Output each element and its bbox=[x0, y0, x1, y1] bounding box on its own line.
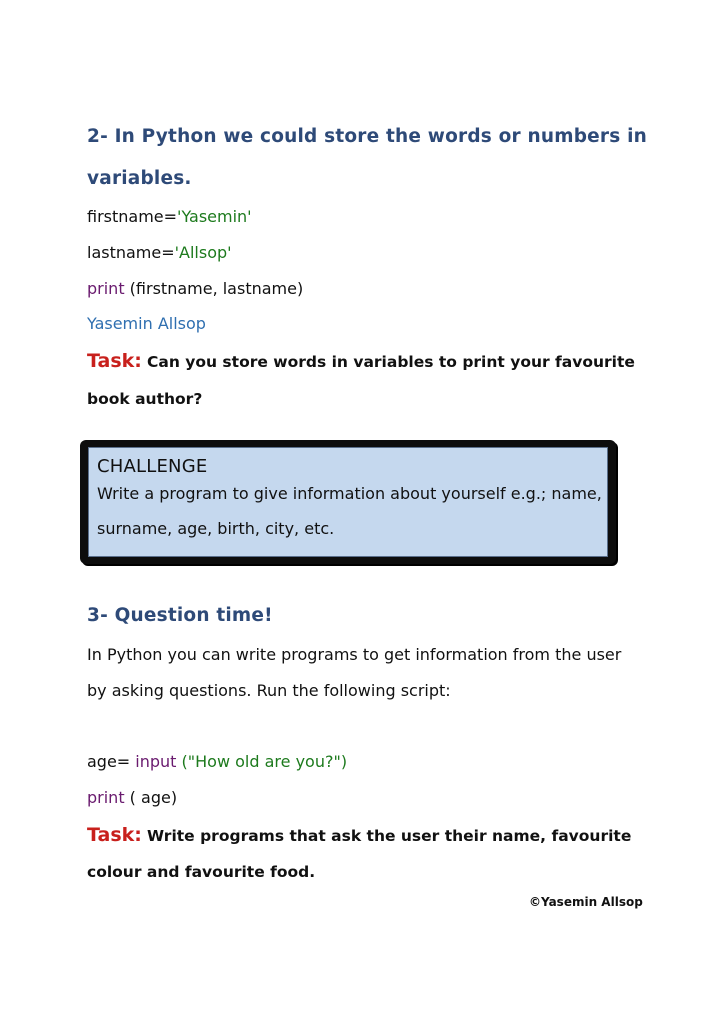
challenge-panel bbox=[88, 447, 608, 557]
code-string: ("How old are you?") bbox=[176, 752, 348, 771]
code-string: 'Yasemin' bbox=[177, 207, 252, 226]
code-line-input bbox=[87, 752, 347, 771]
task-line2: colour and favourite food. bbox=[87, 863, 316, 881]
code-keyword: print bbox=[87, 788, 125, 807]
code-arguments: (firstname, lastname) bbox=[124, 279, 304, 298]
task-text: Write programs that ask the user their name, favourite bbox=[146, 827, 632, 845]
challenge-line2: surname, age, birth, city, etc. bbox=[97, 519, 335, 538]
section2-heading-line2: variables. bbox=[87, 168, 192, 189]
task-label: Task: bbox=[87, 350, 142, 372]
task-line1 bbox=[87, 350, 635, 372]
copyright-notice: ©Yasemin Allsop bbox=[529, 895, 643, 909]
code-variable: lastname= bbox=[87, 243, 175, 262]
task-label: Task: bbox=[87, 824, 142, 846]
task-line1 bbox=[87, 824, 631, 846]
code-line-lastname bbox=[87, 243, 232, 262]
task-line2: book author? bbox=[87, 390, 203, 408]
code-line-print-age bbox=[87, 788, 177, 807]
code-arguments: ( age) bbox=[124, 788, 178, 807]
task-text: Can you store words in variables to print your favourite bbox=[146, 353, 635, 371]
section3-heading: 3- Question time! bbox=[87, 605, 273, 626]
section2-heading-line1: 2- In Python we could store the words or numbers in bbox=[87, 126, 647, 147]
section3-intro-line2: by asking questions. Run the following script: bbox=[87, 681, 451, 700]
code-keyword: input bbox=[135, 752, 177, 771]
challenge-line1: Write a program to give information about yourself e.g.; name, bbox=[97, 484, 602, 503]
code-line-print bbox=[87, 279, 303, 298]
code-line-firstname bbox=[87, 207, 252, 226]
code-variable: age= bbox=[87, 752, 136, 771]
code-string: 'Allsop' bbox=[174, 243, 232, 262]
code-output: Yasemin Allsop bbox=[87, 314, 206, 333]
challenge-title: CHALLENGE bbox=[97, 456, 208, 477]
section3-intro-line1: In Python you can write programs to get information from the user bbox=[87, 645, 622, 664]
challenge-box bbox=[80, 440, 616, 564]
code-keyword: print bbox=[87, 279, 125, 298]
code-variable: firstname= bbox=[87, 207, 178, 226]
